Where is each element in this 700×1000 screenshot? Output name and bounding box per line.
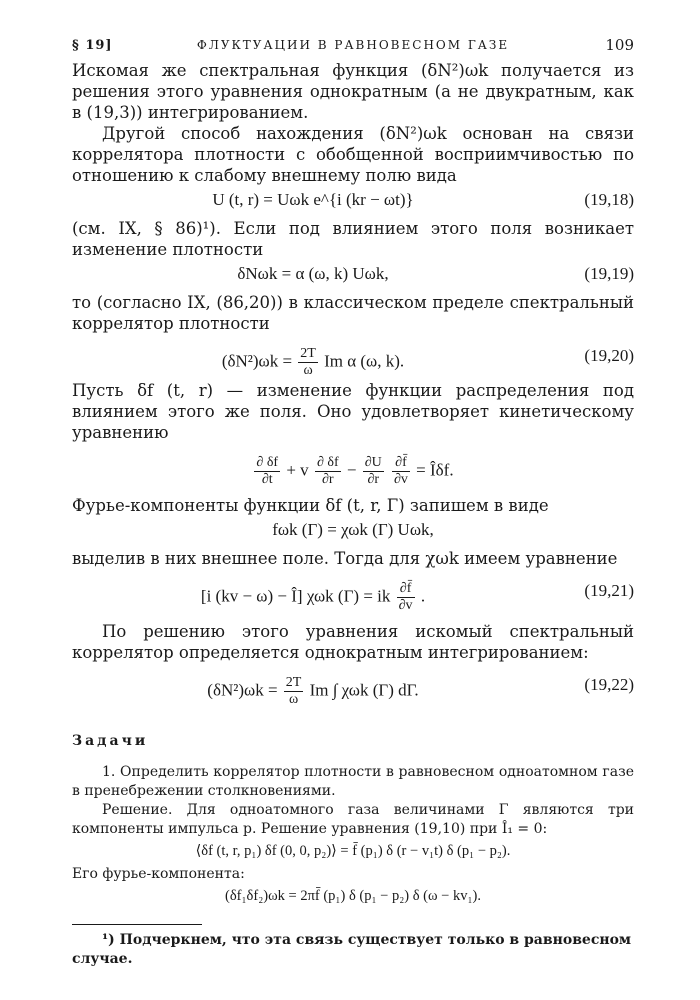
- equation-number: (19,20): [584, 346, 634, 365]
- fraction: [392, 455, 410, 488]
- equation-fourier: [72, 516, 634, 548]
- task-1: 1. Определить коррелятор плотности в равновесном одноатомном газе в пренебрежении столкновениями.: [72, 764, 634, 799]
- equation-body: ⟨δf (t, r, p₁) δf (0, 0, p₂)⟩ = f̄ (p₁) δ (r − v₁t) δ (p₁ − p₂).: [195, 843, 511, 859]
- equation-19-21: [72, 569, 634, 615]
- paragraph-6: Фурье-компоненты функции δf (t, r, Γ) запишем в виде: [72, 496, 549, 515]
- equation-19-20: [72, 334, 634, 380]
- denominator: ∂v: [398, 598, 413, 613]
- numerator: ∂f̄: [392, 455, 410, 472]
- numerator: ∂ δf: [316, 455, 339, 470]
- numerator: 2T: [300, 346, 316, 361]
- equation-body: [72, 675, 554, 708]
- footnote: ¹) Подчеркнем, что эта связь существует только в равновесном случае.: [72, 932, 632, 967]
- equation-body: [72, 581, 554, 614]
- paragraph-5: Пусть δf (t, r) — изменение функции распределения под влиянием этого же поля. Оно удовлетворяет кинетическому уравнению: [72, 381, 634, 442]
- footnote-divider: [72, 924, 202, 925]
- denominator: ω: [288, 692, 299, 707]
- equation-fourier-component: [72, 884, 634, 910]
- eq-lhs: [i (kv − ω) − Î] χωk (Γ) = ik: [200, 586, 391, 606]
- book-page: [72, 30, 634, 969]
- operator: + v: [286, 460, 309, 480]
- fraction: [397, 581, 415, 614]
- equation-body: fωk (Γ) = χωk (Γ) Uωk,: [272, 520, 434, 539]
- equation-number: (19,22): [584, 675, 634, 694]
- numerator: ∂U: [364, 455, 382, 470]
- numerator: 2T: [285, 675, 302, 690]
- fraction: [298, 346, 318, 379]
- fraction: [363, 455, 384, 488]
- kinetic-equation: [72, 443, 634, 489]
- task-1-solution: Решение. Для одноатомного газа величинами Γ являются три компоненты импульса p. Решение уравнения (19,10) при Î₁ = 0:: [72, 802, 634, 837]
- paragraph-7: выделив в них внешнее поле. Тогда для χωk имеем уравнение: [72, 549, 618, 568]
- equation-19-22: [72, 663, 634, 709]
- paragraph-3: (см. IX, § 86)¹). Если под влиянием этого поля возникает изменение плотности: [72, 219, 634, 259]
- running-header: [72, 30, 634, 54]
- eq-rhs: = Îδf.: [416, 460, 454, 480]
- equation-number: (19,21): [584, 581, 634, 600]
- eq-lhs: (δN²)ωk =: [207, 680, 278, 700]
- denominator: ω: [303, 363, 313, 378]
- eq-lhs: (δN²)ωk =: [221, 351, 293, 371]
- equation-19-19: [72, 260, 634, 292]
- denominator: ∂r: [367, 472, 380, 487]
- page-number: 109: [605, 36, 634, 54]
- equation-number: (19,18): [584, 190, 634, 209]
- fraction: [254, 455, 280, 488]
- equation-body: U (t, r) = Uωk e^{i (kr − ωt)}: [212, 190, 414, 209]
- numerator: ∂ δf: [256, 455, 279, 470]
- equation-19-18: [72, 186, 634, 218]
- equation-body: δNωk = α (ω, k) Uωk,: [237, 264, 389, 283]
- eq-rhs: Im α (ω, k).: [324, 351, 405, 371]
- fraction: [315, 455, 341, 488]
- numerator: ∂f̄: [397, 581, 415, 598]
- equation-body: [72, 346, 554, 379]
- equation-number: (19,19): [584, 264, 634, 283]
- denominator: ∂t: [261, 472, 273, 487]
- equation-correlator: [72, 839, 634, 865]
- paragraph-4: то (согласно IX, (86,20)) в классическом пределе спектральный коррелятор плотности: [72, 293, 634, 333]
- paragraph-2: Другой способ нахождения (δN²)ωk основан на связи коррелятора плотности с обобщенной восприимчивостью по отношению к слабому внешнему полю вида: [72, 124, 634, 185]
- fraction: [284, 675, 304, 708]
- tasks-heading: Задачи: [72, 733, 149, 749]
- fourier-text: Его фурье-компонента:: [72, 866, 245, 882]
- operator: −: [346, 460, 357, 480]
- section-ref: § 19]: [72, 38, 113, 53]
- denominator: ∂v: [394, 472, 408, 487]
- equation-body: (δf₁δf₂)ωk = 2πf̄ (p₁) δ (p₁ − p₂) δ (ω − kv₁).: [225, 888, 481, 904]
- denominator: ∂r: [321, 472, 334, 487]
- running-title: ФЛУКТУАЦИИ В РАВНОВЕСНОМ ГАЗЕ: [196, 38, 510, 52]
- paragraph-8: По решению этого уравнения искомый спектральный коррелятор определяется однократным интегрированием:: [72, 622, 634, 662]
- equation-body: [72, 455, 634, 488]
- eq-rhs: Im ∫ χωk (Γ) dΓ.: [309, 680, 419, 700]
- eq-end: .: [420, 586, 426, 606]
- paragraph-1: Искомая же спектральная функция (δN²)ωk получается из решения этого уравнения однократным (а не двукратным, как в (19,3)) интегрированием.: [72, 61, 634, 122]
